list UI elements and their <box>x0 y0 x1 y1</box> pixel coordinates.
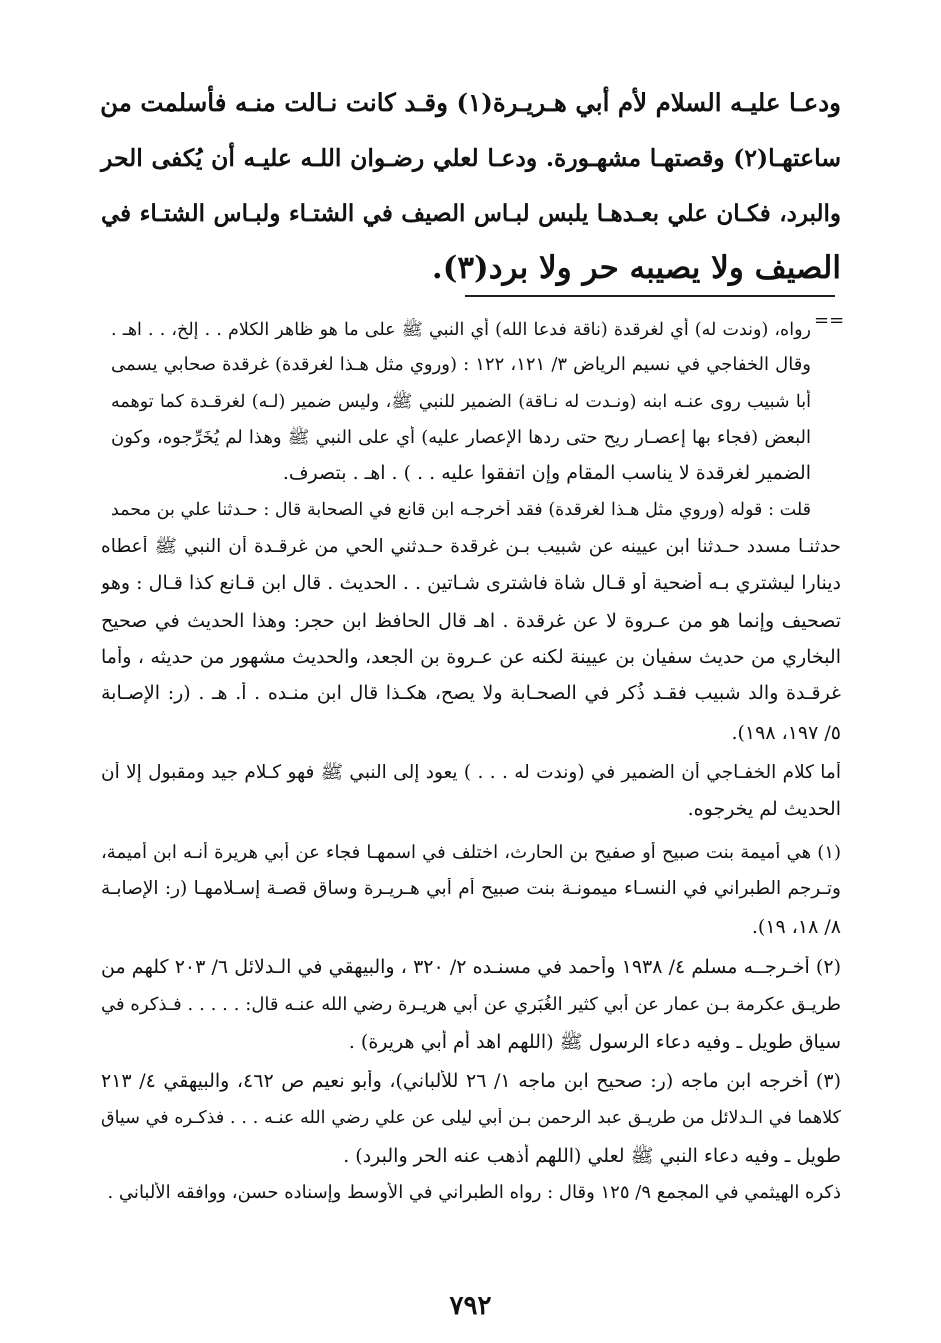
footnote-line: كلاهما في الـدلائل من طريـق عبد الرحمن بـن أبي ليلى عن علي رضي الله عنـه . . . فذكـره في سياق <box>101 1108 841 1128</box>
page-number: ٧٩٢ <box>449 1291 492 1321</box>
note-line: ٥/ ١٩٧، ١٩٨). <box>731 722 841 744</box>
note-line: تصحيف وإنما هو من عـروة لا عن غرقدة . اهـ قال الحافظ ابن حجر: وهذا الحديث في صحيح <box>101 610 841 632</box>
footnote-line: طريـق عكرمة بـن عمار عن أبي كثير الغُبَري عن أبي هريـرة رضي الله عنـه قال: . . . . . فـذكره في <box>101 994 841 1015</box>
note-line: وقال الخفاجي في نسيم الرياض ٣/ ١٢١، ١٢٢ : (وروي مثل هـذا لغرقدة) غرقدة صحابي يسمى <box>111 354 811 375</box>
note-line: غرقـدة والد شبيب فقـد ذُكر في الصحـابة ولا يصح، هكـذا قال ابن منـده . أ. هـ . (ر: الإصـابة <box>101 682 841 704</box>
note-line: أبا شبيب روى عنـه ابنه (ونـدت له نـاقة) الضمير للنبي ﷺ، وليس ضمير (لـه) لغرقـدة كما توهمه <box>111 392 811 412</box>
note-line: الحديث لم يخرجوه. <box>687 798 841 820</box>
note-line: حدثنـا مسدد حـدثنا ابن عيينه عن شبيب بـن غرقدة حـدثني الحي من غرقـدة أن النبي ﷺ أعطاه <box>101 536 841 557</box>
main-text-line: ساعتهـا(٢) وقصتهـا مشهـورة. ودعـا لعلي رضـوان اللـه عليـه أن يُكفى الحر <box>101 144 842 172</box>
note-line: البعض (فجاء بها إعصـار ريح حتى ردها الإعصار عليه) أي على النبي ﷺ وهذا لم يُخَرِّجوه، وكون <box>111 427 811 448</box>
main-text-line: الصيف ولا يصيبه حر ولا برد(٣). <box>431 250 841 286</box>
footnote-line: (٢) أخـرجــه مسلم ٤/ ١٩٣٨ وأحمد في مسنـده ٢/ ٣٢٠ ، والبيهقي في الـدلائل ٦/ ٢٠٣ كلهم من <box>101 956 841 978</box>
footnote-line: ذكره الهيثمي في المجمع ٩/ ١٢٥ وقال : رواه الطبراني في الأوسط وإسناده حسن، ووافقه الألباني . <box>107 1182 841 1203</box>
note-line: البخاري من حديث سفيان بن عيينة لكنه عن عـروة بن الجعد، والحديث مشهور من حديثه ، وأما <box>101 646 841 668</box>
footnote-line: (٣) أخرجه ابن ماجه (ر: صحيح ابن ماجه ١/ ٢٦ للألباني)، وأبو نعيم ص ٤٦٢، والبيهقي ٤/ ٢١٣ <box>101 1070 841 1092</box>
note-line: قلت : قوله (وروي مثل هـذا لغرقدة) فقد أخرجـه ابن قانع في الصحابة قال : حـدثنا علي بن محمد <box>111 500 811 520</box>
main-text-line: والبرد، فكـان علي بعـدهـا يلبس لبـاس الصيف في الشتـاء ولبـاس الشتـاء في <box>101 200 841 227</box>
main-text-line: ودعـا عليـه السلام لأم أبي هـريـرة(١) وقـد كانت نـالت منـه فأسلمت من <box>100 88 841 117</box>
footnote-line: طويل ـ وفيه دعاء النبي ﷺ لعلي (اللهم أذهب عنه الحر والبرد) . <box>343 1145 841 1167</box>
footnote-line: ٨/ ١٨، ١٩). <box>751 916 841 938</box>
footnote-line: (١) هي أميمة بنت صبيح أو صفيح بن الحارث، اختلف في اسمهـا فجاء عن أبي هريرة أنـه ابن أميمة، <box>101 842 841 863</box>
footnote-separator <box>465 295 835 297</box>
note-line: أما كلام الخفـاجي أن الضمير في (وندت له . . . ) يعود إلى النبي ﷺ فهو كـلام جيد ومقبول إلا أن <box>101 762 841 783</box>
footnote-line: وتـرجم الطبراني في النسـاء ميمونـة بنت صبيح أم أبي هـريـرة وساق قصـة إسـلامهـا (ر: الإصابـة <box>101 878 841 899</box>
note-line: الضمير لغرقدة لا يناسب المقام وإن اتفقوا عليه . . ) . اهـ . بتصرف. <box>282 462 811 484</box>
continuation-marker: == <box>814 310 845 331</box>
note-line: رواه، (وندت له) أي لغرقدة (ناقة فدعا الله) أي النبي ﷺ على ما هو ظاهر الكلام . . إلخ، . . اهـ . <box>111 320 811 340</box>
footnote-line: سياق طويل ـ وفيه دعاء الرسول ﷺ (اللهم اهد أم أبي هريرة) . <box>348 1031 841 1053</box>
note-line: دينارا ليشتري بـه أضحية أو قـال شاة فاشترى شـاتين . . الحديث . قال ابن قـانع كذا قـال : وهو <box>101 572 841 594</box>
